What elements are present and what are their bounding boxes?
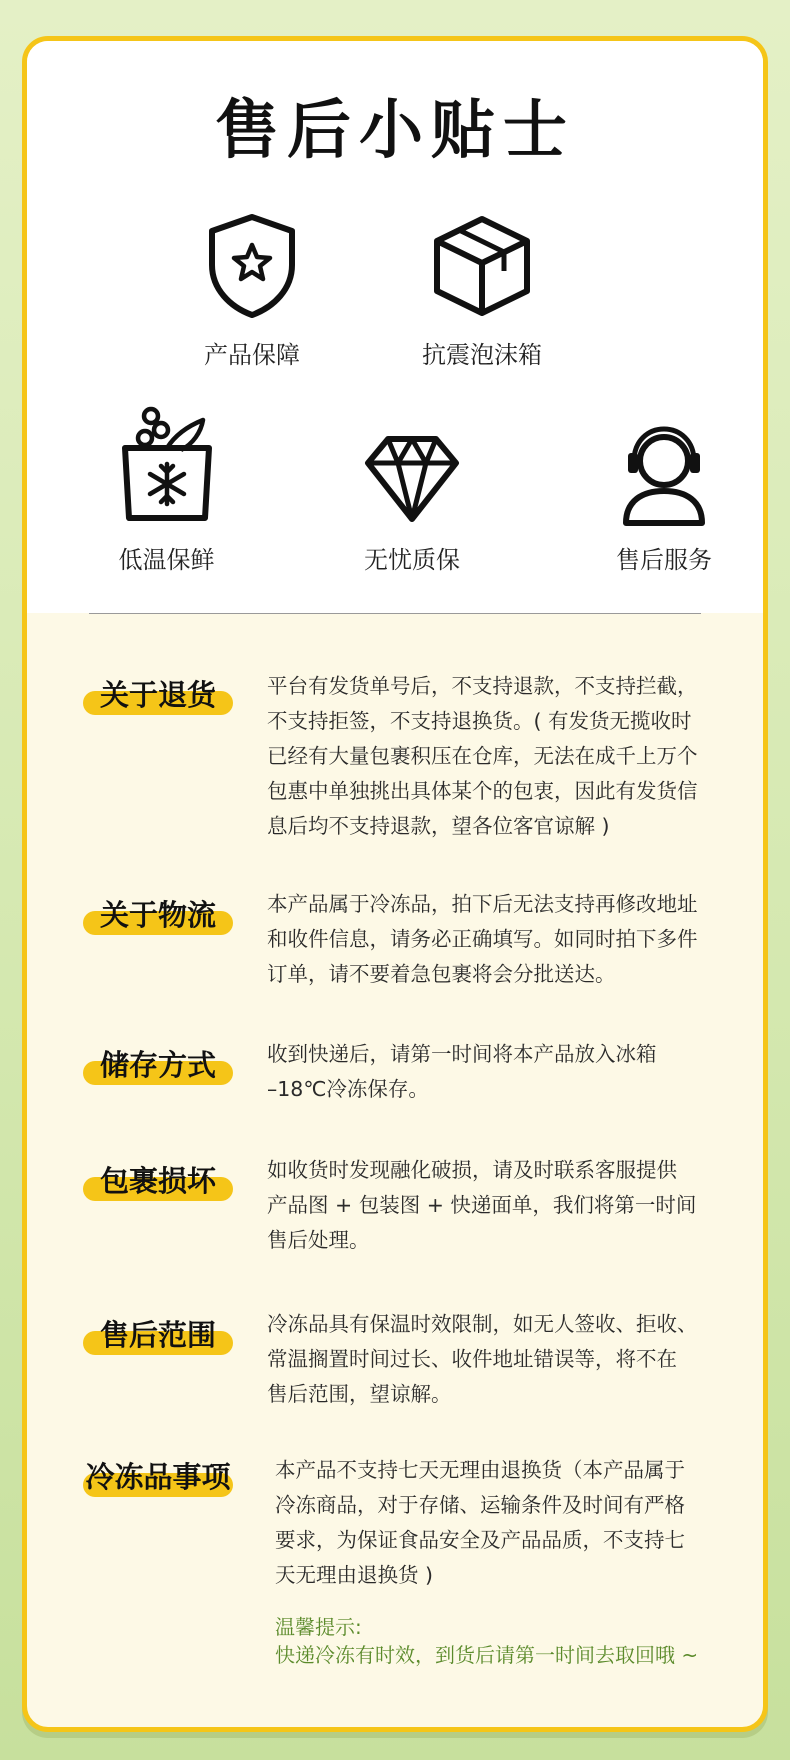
section-title: 冷冻品事项 <box>85 1460 231 1494</box>
section-tag-damage <box>83 1159 233 1198</box>
shield-star-icon <box>202 211 302 321</box>
tip-label: 温馨提示: <box>275 1615 362 1639</box>
section-body-scope: 冷冻品具有保温时效限制，如无人签收、拒收、 常温搁置时间过长、收件地址错误等，将不在 售后范围，望谅解。 <box>267 1312 698 1406</box>
diamond-icon <box>362 431 462 526</box>
feature-label: 产品保障 <box>204 341 300 369</box>
section-body-return: 平台有发货单号后，不支持退款，不支持拦截， 不支持拒签，不支持退换货。( 有发货无揽收时 已经有大量包裹积压在仓库，无法在成千上万个 包惠中单独挑出具体某个的包衷，因此有发货信 息后均不支持退款，望各位客官谅解 ) <box>267 674 698 838</box>
section-body-logistics: 本产品属于冷冻品，拍下后无法支持再修改地址 和收件信息，请务必正确填写。如同时拍下多件 订单，请不要着急包裹将会分批送达。 <box>267 892 698 986</box>
section-tag-return <box>83 673 233 712</box>
section-tag-logistics <box>83 893 233 932</box>
warm-tip <box>275 1613 698 1669</box>
feature-after-sales <box>589 423 739 575</box>
divider <box>89 613 701 614</box>
feature-foam-box <box>407 211 557 370</box>
section-tag-scope <box>83 1313 233 1352</box>
feature-label: 抗震泡沫箱 <box>422 341 542 369</box>
section-title: 储存方式 <box>99 1048 216 1082</box>
section-title: 关于物流 <box>99 898 216 932</box>
cold-bag-icon <box>117 406 217 526</box>
section-tag-frozen <box>83 1455 233 1494</box>
features-panel <box>27 41 763 613</box>
tips-card <box>22 36 768 1732</box>
section-title: 售后范围 <box>99 1318 216 1352</box>
section-title: 关于退货 <box>99 678 216 712</box>
section-body-damage: 如收货时发现融化破损，请及时联系客服提供 产品图 + 包装图 + 快递面单，我们将第一时间 售后处理。 <box>267 1158 697 1252</box>
section-body-storage: 收到快递后，请第一时间将本产品放入冰箱 –18℃冷冻保存。 <box>267 1042 657 1101</box>
feature-label: 低温保鲜 <box>118 546 215 574</box>
tip-text: 快递冷冻有时效，到货后请第一时间去取回哦 ~ <box>275 1643 699 1667</box>
feature-label: 售后服务 <box>616 546 712 574</box>
section-tag-storage <box>83 1043 233 1082</box>
section-title: 包裹损坏 <box>99 1164 216 1198</box>
feature-label: 无忧质保 <box>364 546 460 574</box>
page-title: 售后小贴士 <box>215 94 575 168</box>
feature-product-guarantee <box>177 211 327 370</box>
headset-person-icon <box>614 423 714 526</box>
feature-low-temp <box>89 406 244 575</box>
box-icon <box>427 211 537 321</box>
feature-worry-free <box>337 431 487 575</box>
section-body-frozen: 本产品不支持七天无理由退换货（本产品属于 冷冻商品，对于存储、运输条件及时间有严格 要求，为保证食品安全及产品品质，不支持七 天无理由退换货 ) <box>275 1458 685 1587</box>
